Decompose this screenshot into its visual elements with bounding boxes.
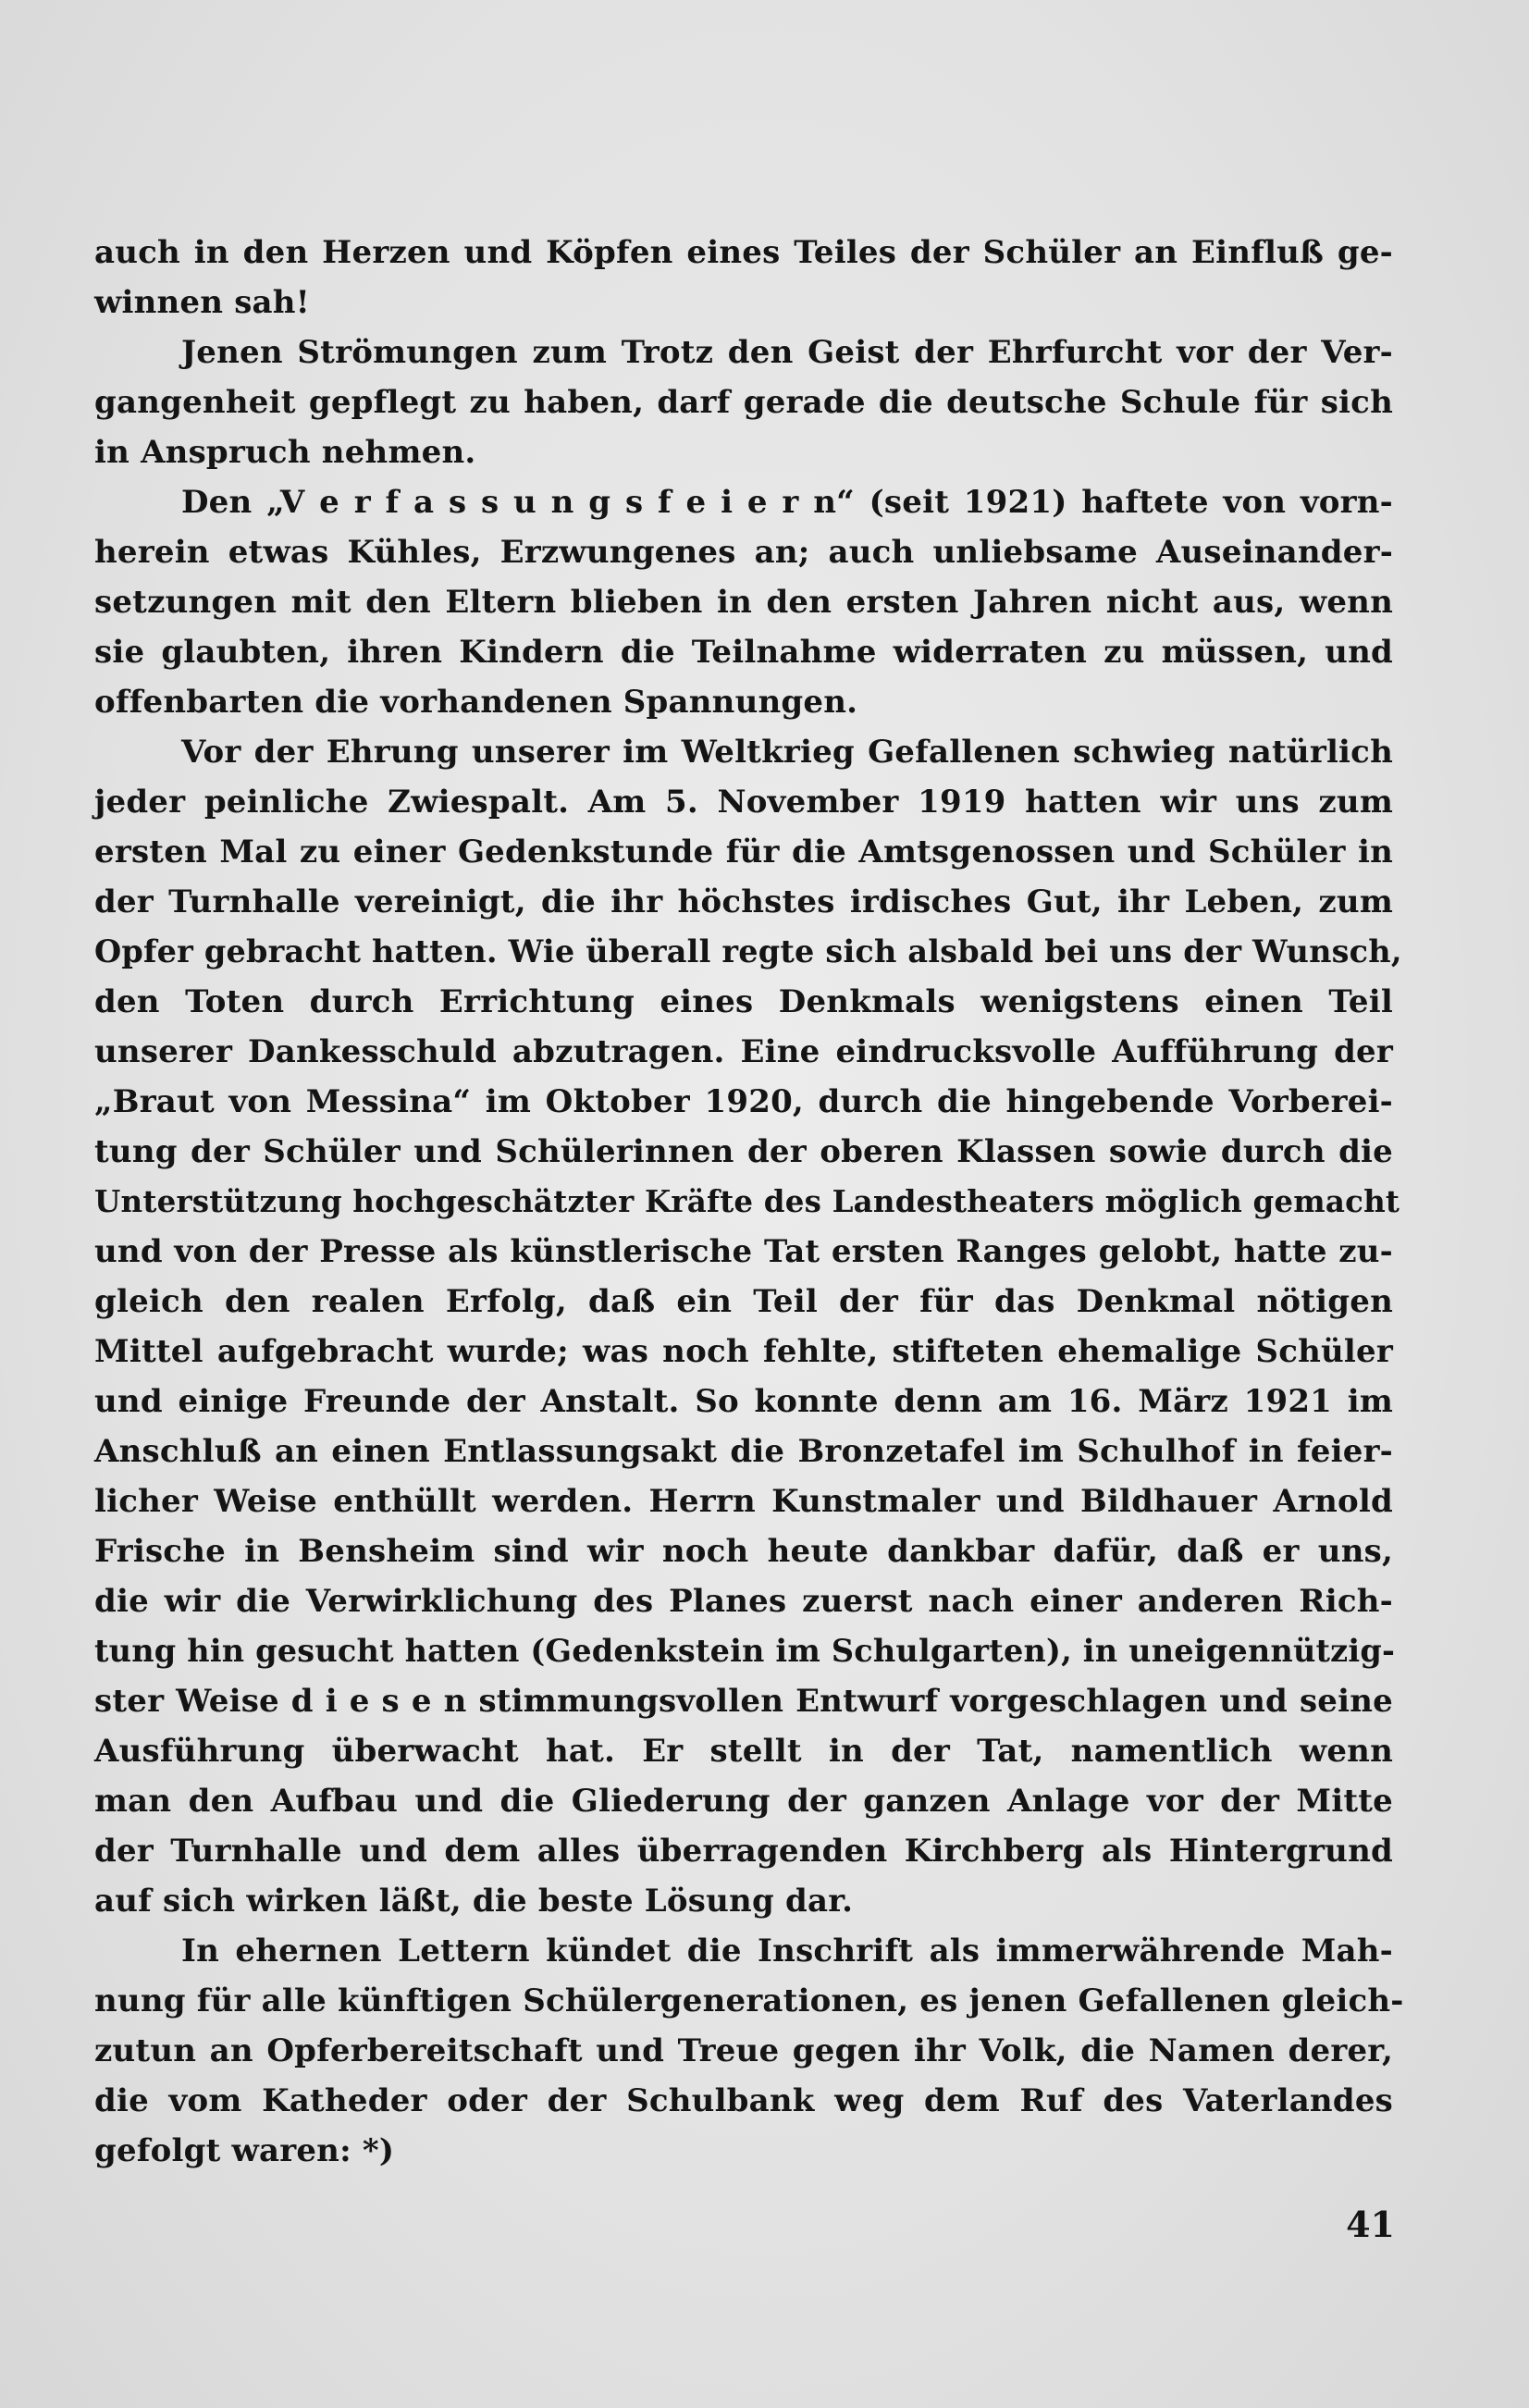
text-line: Frische in Bensheim sind wir noch heute dankbar dafür, daß er uns, [94,1533,1393,1570]
text-line: gleich den realen Erfolg, daß ein Teil der für das Denkmal nötigen [94,1283,1393,1320]
text-line: den Toten durch Errichtung eines Denkmals wenigstens einen Teil [94,983,1393,1020]
text-line: ster Weise d i e s e n stimmungsvollen Entwurf vorgeschlagen und seine [94,1683,1393,1720]
text-line: tung hin gesucht hatten (Gedenkstein im Schulgarten), in uneigennützig- [94,1633,1396,1669]
text-line: unserer Dankesschuld abzutragen. Eine eindrucksvolle Aufführung der [94,1033,1393,1070]
text-line: Unterstützung hochgeschätzter Kräfte des Landestheaters möglich gemacht [94,1183,1400,1219]
text-line: zutun an Opferbereitschaft und Treue gegen ihr Volk, die Namen derer, [94,2032,1393,2069]
text-line: Anschluß an einen Entlassungsakt die Bronzetafel im Schulhof in feier- [94,1433,1393,1470]
text-line: licher Weise enthüllt werden. Herrn Kunstmaler und Bildhauer Arnold [94,1483,1393,1520]
text-line: offenbarten die vorhandenen Spannungen. [94,684,858,721]
text-line: jeder peinliche Zwiespalt. Am 5. November 1919 hatten wir uns zum [94,784,1393,821]
text-line: Den „V e r f a s s u n g s f e i e r n“ (seit 1921) haftete von vorn- [181,484,1393,521]
page-number: 41 [1346,2204,1395,2245]
text-line: gangenheit gepflegt zu haben, darf gerade die deutsche Schule für sich [94,384,1393,421]
text-line: sie glaubten, ihren Kindern die Teilnahme widerraten zu müssen, und [94,634,1393,671]
text-line: tung der Schüler und Schülerinnen der oberen Klassen sowie durch die [94,1133,1393,1170]
text-line: Mittel aufgebracht wurde; was noch fehlte, stifteten ehemalige Schüler [94,1333,1393,1370]
text-line: „Braut von Messina“ im Oktober 1920, durch die hingebende Vorberei- [94,1083,1393,1120]
text-line: ersten Mal zu einer Gedenkstunde für die Amtsgenossen und Schüler in [94,834,1393,871]
text-line: winnen sah! [94,284,310,321]
text-line: in Anspruch nehmen. [94,434,476,471]
text-line: gefolgt waren: *) [94,2132,395,2169]
text-line: man den Aufbau und die Gliederung der ganzen Anlage vor der Mitte [94,1783,1393,1820]
text-line: setzungen mit den Eltern blieben in den ersten Jahren nicht aus, wenn [94,584,1393,621]
text-line: und einige Freunde der Anstalt. So konnte denn am 16. März 1921 im [94,1383,1393,1420]
text-line: und von der Presse als künstlerische Tat ersten Ranges gelobt, hatte zu- [94,1233,1393,1270]
text-line: der Turnhalle vereinigt, die ihr höchstes irdisches Gut, ihr Leben, zum [94,883,1393,920]
text-line: Jenen Strömungen zum Trotz den Geist der Ehrfurcht vor der Ver- [181,334,1393,371]
text-line: nung für alle künftigen Schülergenerationen, es jenen Gefallenen gleich- [94,1982,1404,2019]
text-line: die vom Katheder oder der Schulbank weg dem Ruf des Vaterlandes [94,2082,1393,2119]
text-line: die wir die Verwirklichung des Planes zuerst nach einer anderen Rich- [94,1583,1393,1620]
text-line: Ausführung überwacht hat. Er stellt in der Tat, namentlich wenn [94,1733,1393,1770]
text-line: auch in den Herzen und Köpfen eines Teiles der Schüler an Einfluß ge- [94,234,1393,271]
text-line: Opfer gebracht hatten. Wie überall regte sich alsbald bei uns der Wunsch, [94,933,1402,969]
text-line: der Turnhalle und dem alles überragenden Kirchberg als Hintergrund [94,1833,1393,1870]
text-line: herein etwas Kühles, Erzwungenes an; auch unliebsame Auseinander- [94,534,1393,571]
text-line: Vor der Ehrung unserer im Weltkrieg Gefallenen schwieg natürlich [181,734,1393,771]
body-text [94,228,1404,2176]
text-line: In ehernen Lettern kündet die Inschrift als immerwährende Mah- [181,1933,1393,1970]
text-line: auf sich wirken läßt, die beste Lösung dar. [94,1883,854,1920]
